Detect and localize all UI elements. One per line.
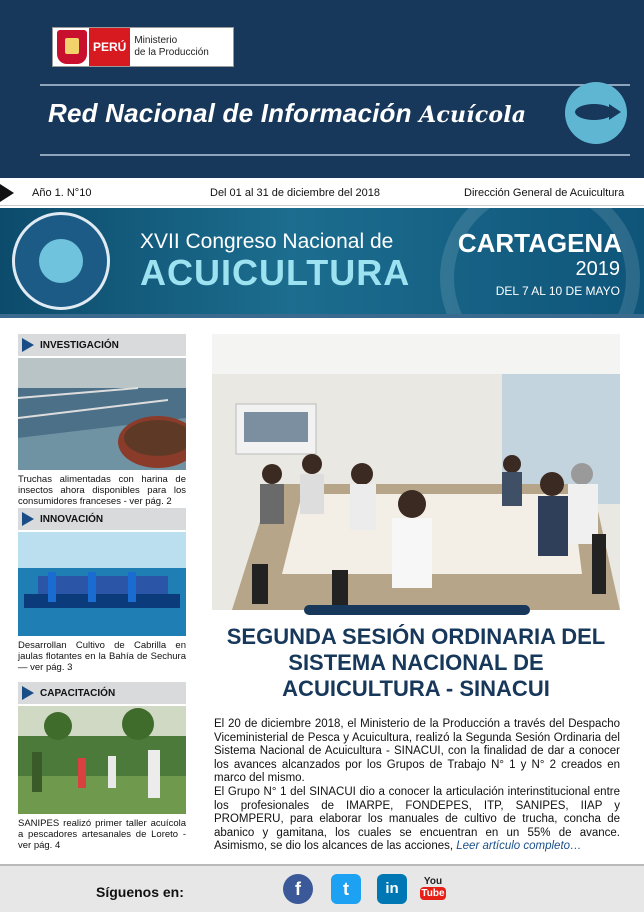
article-paragraph-1: El 20 de diciembre 2018, el Ministerio de la Producción a través del Despacho Viceministerial de Pesca y Acuicultura, realizó la Segunda Sesión Ordinaria del Sistema Nacional de Acuicultura - SINACUI, con la finalidad de dar a conocer los avances alcanzados por los Grupos de Trabajo N° 1 y N° 2 creados en marco del mismo. xyxy=(214,718,620,784)
twitter-icon[interactable]: t xyxy=(331,874,361,904)
headline-divider xyxy=(304,605,530,615)
follow-label: Síguenos en: xyxy=(96,884,184,900)
issue-info-bar xyxy=(0,180,644,206)
paragraph-2-text: El Grupo N° 1 del SINACUI dio a conocer la articulación interinstitucional entre los profesionales de IMARPE, FONDEPES, ITP, SANIPES, IIAP y PROMPERU, para elaborar los manuales de cultivo de trucha, concha de abanico y gamitana, los cuales se encuentran en un 55% de avance. Asimismo, se dio los alcances de las acciones, xyxy=(214,786,620,852)
facebook-icon[interactable]: f xyxy=(283,874,313,904)
newsletter-title xyxy=(48,98,526,129)
banner-underline xyxy=(0,314,644,318)
congress-subject: ACUICULTURA xyxy=(140,252,411,293)
ministry-line2: de la Producción xyxy=(134,47,209,58)
issuing-direction: Dirección General de Acuicultura xyxy=(464,187,625,199)
issue-period: Del 01 al 31 de diciembre del 2018 xyxy=(210,187,381,199)
floating-cages-image[interactable] xyxy=(18,532,186,636)
meeting-photo xyxy=(212,334,620,610)
congress-city: CARTAGENA xyxy=(457,228,622,258)
trout-farm-image[interactable] xyxy=(18,358,186,470)
article-teaser[interactable]: Desarrollan Cultivo de Cabrilla en jaulas flotantes en la Bahía de Sechura — ver pág. 3 xyxy=(18,640,186,673)
youtube-label-top: You xyxy=(423,876,443,887)
article-paragraph-2 xyxy=(214,786,620,854)
triangle-icon xyxy=(22,686,34,700)
congress-dates: DEL 7 AL 10 DE MAYO xyxy=(495,284,620,298)
country-label: PERÚ xyxy=(89,28,130,66)
social-footer xyxy=(0,864,644,912)
header-divider-bottom xyxy=(40,154,630,156)
header-divider-top xyxy=(40,84,630,86)
masthead xyxy=(0,0,644,178)
coat-of-arms-icon xyxy=(57,30,87,64)
section-heading: INNOVACIÓN xyxy=(40,514,104,525)
ministry-name xyxy=(134,35,209,59)
arrow-icon xyxy=(0,184,14,202)
title-main: Red Nacional de Información xyxy=(48,98,412,128)
ministry-logo xyxy=(52,27,234,67)
article-teaser[interactable]: SANIPES realizó primer taller acuícola a pescadores artesanales de Loreto - ver pág. 4 xyxy=(18,818,186,851)
section-heading: INVESTIGACIÓN xyxy=(40,340,119,351)
triangle-icon xyxy=(22,338,34,352)
congress-seal-icon xyxy=(12,212,110,310)
read-more-link[interactable]: Leer artículo completo… xyxy=(456,840,582,852)
title-script: Acuícola xyxy=(419,102,527,128)
ministry-line1: Ministerio xyxy=(134,35,178,46)
workshop-photo[interactable] xyxy=(18,706,186,814)
congress-banner[interactable] xyxy=(0,208,644,314)
youtube-icon[interactable] xyxy=(420,876,446,906)
congress-year: 2019 xyxy=(575,258,620,280)
section-header-capacitacion xyxy=(18,682,186,704)
article-teaser[interactable]: Truchas alimentadas con harina de insectos ahora disponibles para los consumidores franceses - ver pág. 2 xyxy=(18,474,186,507)
congress-title: XVII Congreso Nacional de xyxy=(140,230,394,253)
fish-icon xyxy=(565,82,627,144)
linkedin-icon[interactable]: in xyxy=(377,874,407,904)
section-header-investigacion xyxy=(18,334,186,356)
article-headline: SEGUNDA SESIÓN ORDINARIA DEL SISTEMA NACIONAL DE ACUICULTURA - SINACUI xyxy=(226,624,606,701)
triangle-icon xyxy=(22,512,34,526)
section-header-innovacion xyxy=(18,508,186,530)
youtube-label-bottom: Tube xyxy=(421,888,445,899)
issue-number: Año 1. N°10 xyxy=(32,187,92,199)
section-heading: CAPACITACIÓN xyxy=(40,688,116,699)
